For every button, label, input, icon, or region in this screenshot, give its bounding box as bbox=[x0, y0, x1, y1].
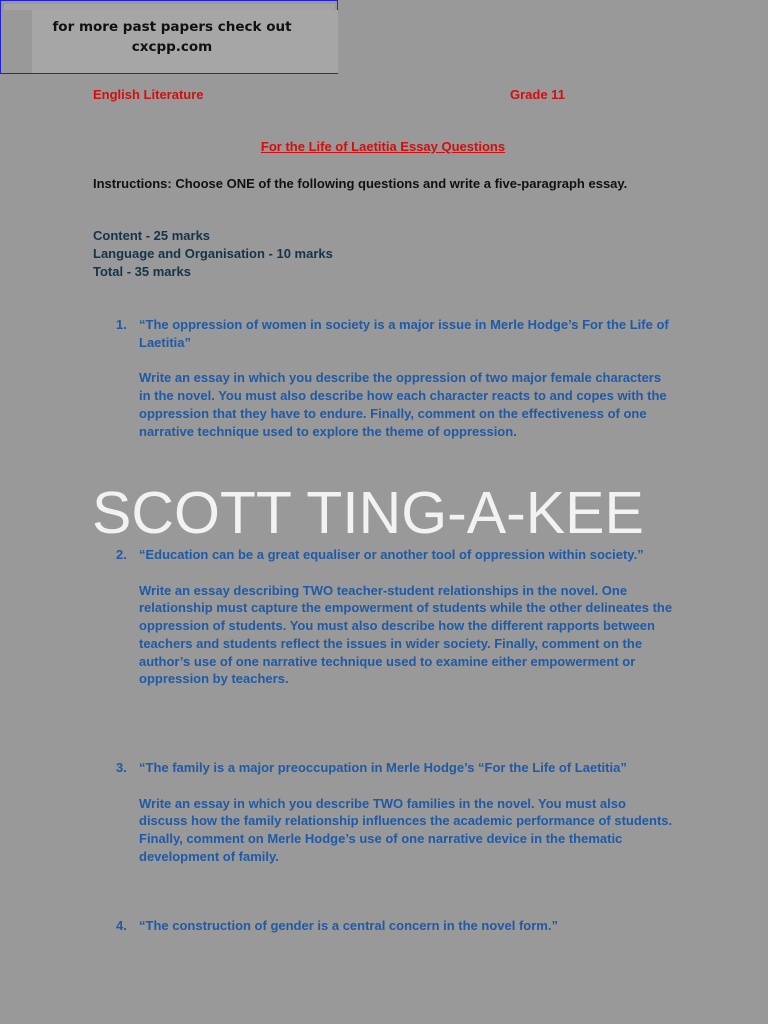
banner-line-1: for more past papers check out bbox=[52, 19, 292, 35]
question-1 bbox=[116, 316, 676, 440]
subject-label: English Literature bbox=[93, 87, 204, 102]
instructions: Instructions: Choose ONE of the following questions and write a five-paragraph essay. bbox=[93, 176, 628, 191]
question-3 bbox=[116, 759, 676, 866]
marks-language: Language and Organisation - 10 marks bbox=[93, 246, 333, 261]
question-2 bbox=[116, 546, 676, 688]
question-task: Write an essay in which you describe the oppression of two major female characters in the novel. You must also describe how each character reacts to and copes with the oppression that they have to endure. Finally, comment on the effectiveness of one narrative technique used to explore the theme of oppression. bbox=[139, 370, 667, 439]
question-quote: “The family is a major preoccupation in Merle Hodge’s “For the Life of Laetitia” bbox=[139, 760, 627, 775]
question-task: Write an essay in which you describe TWO families in the novel. You must also discuss how the family relationship influences the academic performance of students. Finally, comment on Merle Hodge’s use of one narrative device in the thematic development of family. bbox=[139, 795, 673, 864]
question-number: 3. bbox=[116, 760, 127, 775]
question-quote: “The construction of gender is a central concern in the novel form.” bbox=[139, 918, 558, 933]
marks-content: Content - 25 marks bbox=[93, 228, 211, 243]
document-title: For the Life of Laetitia Essay Questions bbox=[260, 139, 506, 154]
banner-text bbox=[32, 17, 312, 57]
marks-breakdown bbox=[93, 227, 333, 281]
grade-label: Grade 11 bbox=[510, 87, 565, 102]
question-quote: “Education can be a great equaliser or another tool of oppression within society.” bbox=[139, 547, 644, 562]
marks-total: Total - 35 marks bbox=[93, 264, 192, 279]
author-watermark: SCOTT TING-A-KEE bbox=[92, 480, 644, 546]
question-task: Write an essay describing TWO teacher-student relationships in the novel. One relationship must capture the empowerment of students while the other delineates the oppression of students. You must also describe how the different rapports between teachers and students reflect the issues in wider society. Finally, comment on the author’s use of one narrative technique used to examine either empowerment or oppression by teachers. bbox=[139, 582, 673, 687]
question-4 bbox=[116, 917, 676, 935]
question-number: 4. bbox=[116, 918, 127, 933]
question-quote: “The oppression of women in society is a major issue in Merle Hodge’s For the Life of Laetitia” bbox=[139, 317, 669, 350]
promo-banner[interactable] bbox=[0, 0, 338, 74]
banner-link[interactable]: cxcpp.com bbox=[131, 39, 213, 55]
question-number: 1. bbox=[116, 317, 127, 332]
question-number: 2. bbox=[116, 547, 127, 562]
